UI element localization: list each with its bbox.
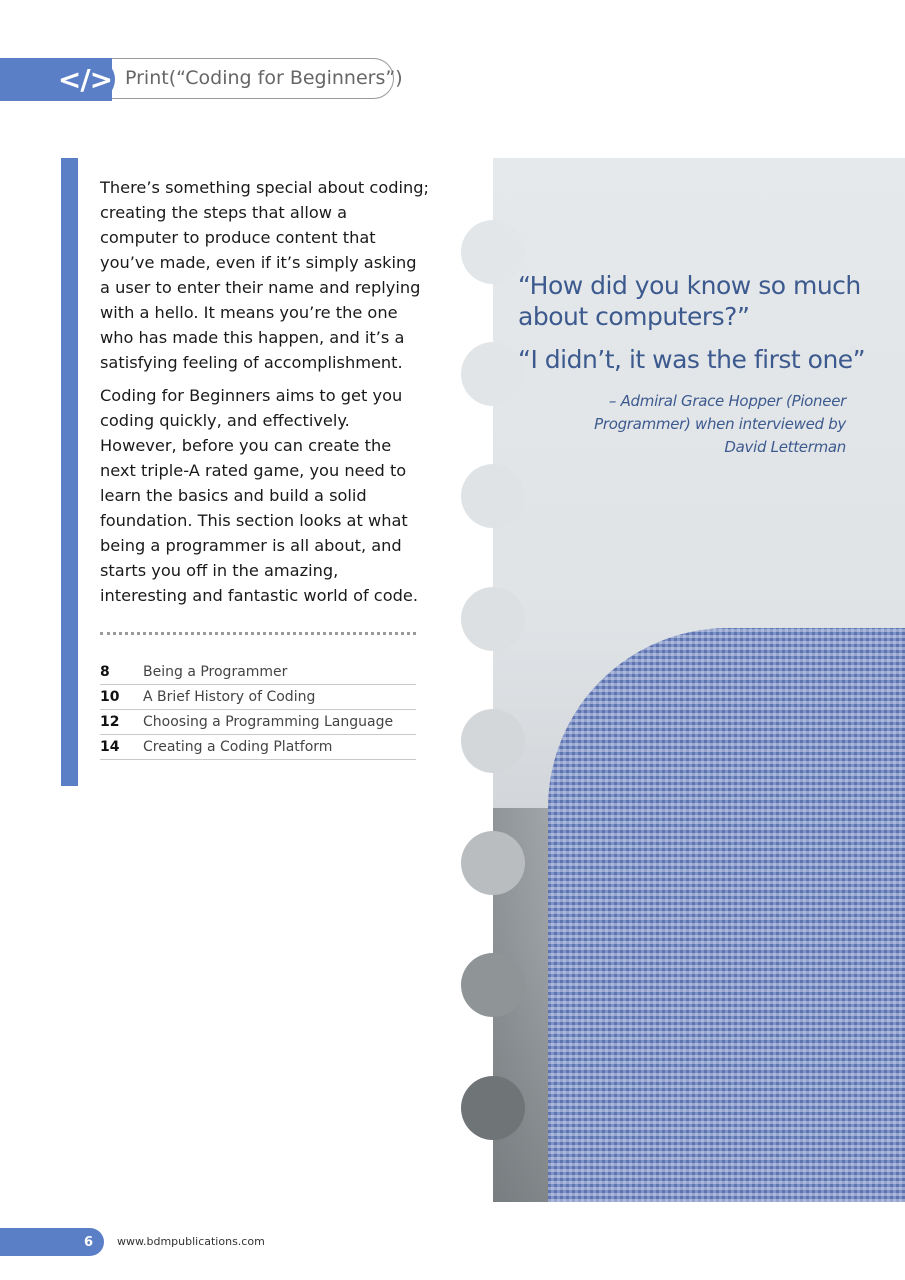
intro-paragraph: There’s something special about coding; creating the steps that allow a computer to produce content that you’ve made, even if it’s simply asking a user to enter their name and replying with a hello. It means you’re the one who has made this happen, and it’s a satisfying feeling of accomplishment.	[100, 178, 429, 372]
photo-shirt	[548, 628, 905, 1202]
toc-title: Choosing a Programming Language	[143, 714, 394, 730]
section-title: Print(“Coding for Beginners”)	[125, 67, 403, 89]
intro-paragraph: Coding for Beginners aims to get you coding quickly, and effectively. However, before you can create the next triple-A rated game, you need to learn the basics and build a solid foundation. This section looks at what being a programmer is all about, and starts you off in the amazing, interesting and fantastic world of code.	[100, 386, 418, 605]
scallop-edge	[461, 342, 525, 406]
scallop-edge	[461, 831, 525, 895]
toc-page-number: 12	[100, 714, 120, 730]
intro-text	[100, 175, 430, 616]
code-brackets-icon: </>	[55, 58, 115, 101]
footer-accent-bar	[0, 1228, 78, 1256]
scallop-edge	[461, 953, 525, 1017]
toc-title: Creating a Coding Platform	[143, 739, 333, 755]
scallop-edge	[461, 587, 525, 651]
toc-title: Being a Programmer	[143, 664, 288, 680]
toc-item[interactable]	[100, 735, 416, 760]
scallop-edge	[461, 709, 525, 773]
scallop-edge	[461, 464, 525, 528]
toc-item[interactable]	[100, 710, 416, 735]
quote-answer: “I didn’t, it was the first one”	[518, 345, 866, 374]
toc-page-number: 14	[100, 739, 120, 755]
quote-attribution: – Admiral Grace Hopper (Pioneer Programmer) when interviewed by David Letterman	[594, 392, 846, 456]
pull-quote	[518, 270, 868, 375]
left-accent-bar	[61, 158, 78, 786]
toc-item[interactable]	[100, 685, 416, 710]
scallop-edge	[461, 220, 525, 284]
scallop-edge	[461, 1076, 525, 1140]
quote-question: “How did you know so much about computers?”	[518, 271, 861, 331]
toc-page-number: 10	[100, 689, 120, 705]
dotted-divider	[100, 632, 416, 635]
publisher-url[interactable]: www.bdmpublications.com	[117, 1235, 265, 1248]
toc-title: A Brief History of Coding	[143, 689, 316, 705]
toc-item[interactable]	[100, 660, 416, 685]
page-number: 6	[74, 1228, 104, 1256]
table-of-contents	[100, 660, 416, 760]
toc-page-number: 8	[100, 664, 110, 680]
